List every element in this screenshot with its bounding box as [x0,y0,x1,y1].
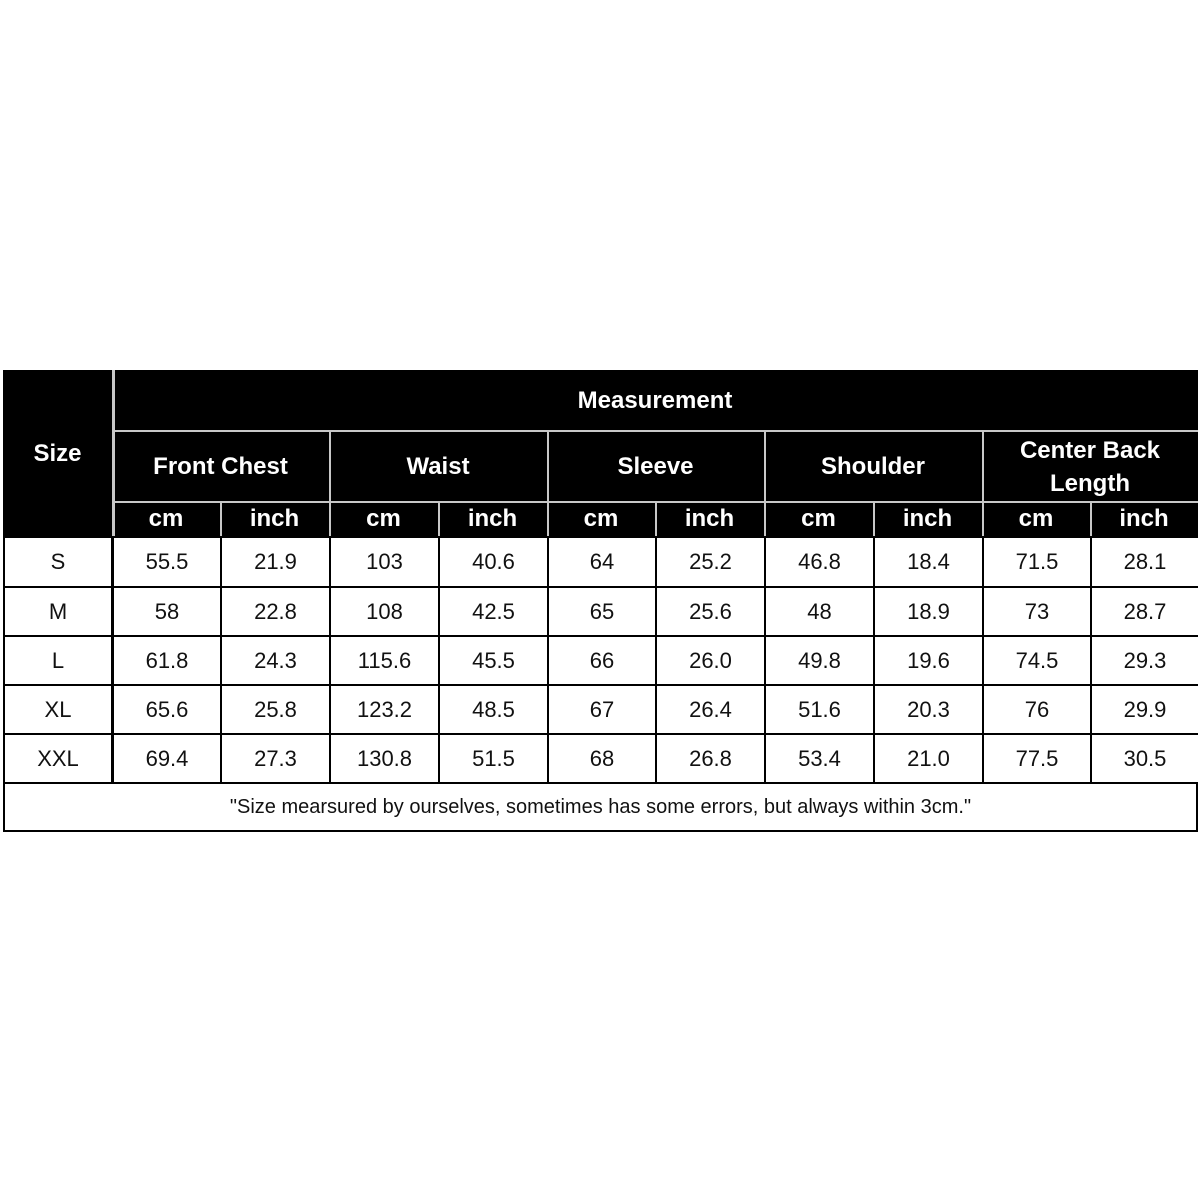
grid-line [655,502,657,536]
measurement-label: Waist [406,453,470,480]
value-cell: 71.5 [984,538,1090,586]
value-cell: 61.8 [114,637,220,684]
unit-label: inch [902,505,953,532]
value-cell: 66 [549,637,655,684]
value-cell: 18.9 [875,588,982,635]
size-cell: XL [5,686,111,733]
value-cell: 24.3 [222,637,329,684]
value-cell: 69.4 [114,735,220,782]
unit-label: cm [1018,505,1054,532]
grid-line [1090,502,1092,536]
value-cell: 74.5 [984,637,1090,684]
value-cell: 51.5 [440,735,547,782]
value-cell: 25.8 [222,686,329,733]
value-cell: 115.6 [331,637,438,684]
footnote: "Size mearsured by ourselves, sometimes has some errors, but always within 3cm." [5,784,1196,830]
grid-line [438,502,440,536]
value-cell: 73 [984,588,1090,635]
unit-label: cm [801,505,836,532]
value-cell: 25.6 [657,588,764,635]
measurement-label: Center Back Length [1019,436,1161,497]
value-cell: 77.5 [984,735,1090,782]
value-cell: 53.4 [766,735,873,782]
value-cell: 27.3 [222,735,329,782]
value-cell: 48.5 [440,686,547,733]
measurement-label: Shoulder [820,453,925,480]
unit-label: inch [467,505,518,532]
unit-label: cm [583,505,619,532]
value-cell: 18.4 [875,538,982,586]
unit-label: cm [366,505,401,532]
value-cell: 25.2 [657,538,764,586]
value-cell: 42.5 [440,588,547,635]
value-cell: 48 [766,588,873,635]
grid-line [873,502,875,536]
value-cell: 108 [331,588,438,635]
value-cell: 103 [331,538,438,586]
size-cell: L [5,637,111,684]
value-cell: 20.3 [875,686,982,733]
value-cell: 58 [114,588,220,635]
unit-label: inch [1119,505,1169,532]
size-cell: XXL [5,735,111,782]
grid-line [112,501,1198,503]
value-cell: 30.5 [1092,735,1198,782]
unit-label: cm [148,505,184,532]
unit-label: inch [684,505,735,532]
value-cell: 67 [549,686,655,733]
size-cell: S [5,538,111,586]
value-cell: 46.8 [766,538,873,586]
value-cell: 123.2 [331,686,438,733]
value-cell: 76 [984,686,1090,733]
value-cell: 130.8 [331,735,438,782]
size-header: Size [33,439,82,467]
measurement-header: Measurement [577,387,733,414]
value-cell: 65 [549,588,655,635]
size-cell: M [5,588,111,635]
unit-label: inch [249,505,300,532]
value-cell: 21.0 [875,735,982,782]
value-cell: 26.0 [657,637,764,684]
value-cell: 29.9 [1092,686,1198,733]
value-cell: 51.6 [766,686,873,733]
value-cell: 21.9 [222,538,329,586]
value-cell: 65.6 [114,686,220,733]
grid-line [220,502,222,536]
value-cell: 49.8 [766,637,873,684]
value-cell: 68 [549,735,655,782]
value-cell: 28.7 [1092,588,1198,635]
value-cell: 29.3 [1092,637,1198,684]
value-cell: 40.6 [440,538,547,586]
value-cell: 28.1 [1092,538,1198,586]
size-chart-table [3,370,1198,832]
value-cell: 19.6 [875,637,982,684]
value-cell: 55.5 [114,538,220,586]
measurement-label: Sleeve [617,453,694,480]
value-cell: 26.8 [657,735,764,782]
value-cell: 26.4 [657,686,764,733]
value-cell: 22.8 [222,588,329,635]
value-cell: 64 [549,538,655,586]
value-cell: 45.5 [440,637,547,684]
measurement-label: Front Chest [153,453,288,480]
